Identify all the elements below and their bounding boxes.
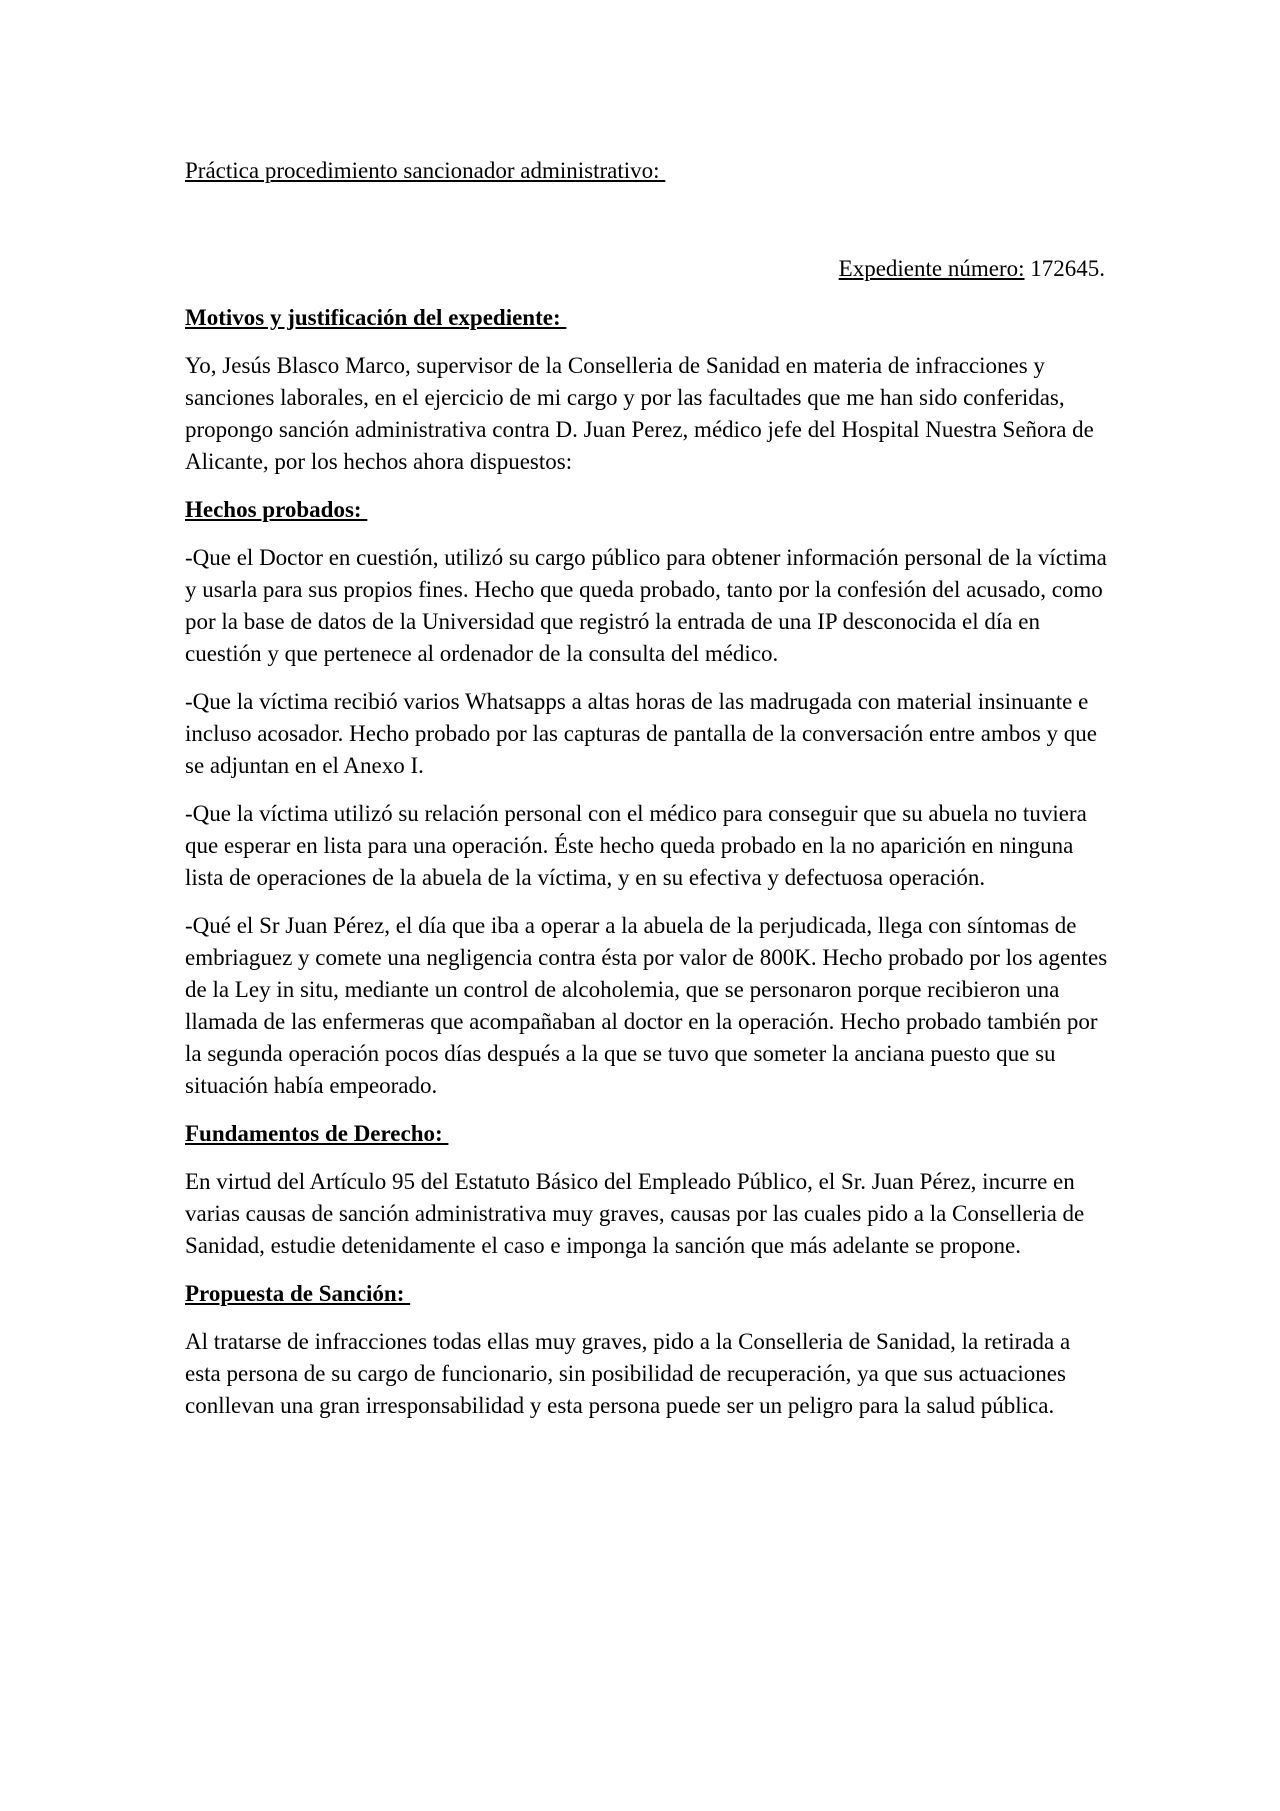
expediente-label: Expediente número:: [838, 256, 1025, 281]
section-fundamentos: [185, 1118, 1110, 1262]
section-heading: Hechos probados:: [185, 497, 368, 522]
paragraph: Yo, Jesús Blasco Marco, supervisor de la Conselleria de Sanidad en materia de infracciones y sanciones laborales, en el ejercicio de mi cargo y por las facultades que me han sido conferidas, propongo sanción administrativa contra D. Juan Perez, médico jefe del Hospital Nuestra Señora de Alicante, por los hechos ahora dispuestos:: [185, 353, 1094, 474]
paragraph: Al tratarse de infracciones todas ellas muy graves, pido a la Conselleria de Sanidad, la retirada a esta persona de su cargo de funcionario, sin posibilidad de recuperación, ya que sus actuaciones conllevan una gran irresponsabilidad y esta persona puede ser un peligro para la salud pública.: [185, 1329, 1071, 1418]
paragraph: -Qué el Sr Juan Pérez, el día que iba a operar a la abuela de la perjudicada, llega con síntomas de embriaguez y comete una negligencia contra ésta por valor de 800K. Hecho probado por los agentes de la Ley in situ, mediante un control de alcoholemia, que se personaron porque recibieron una llamada de las enfermeras que acompañaban al doctor en la operación. Hecho probado también por la segunda operación pocos días después a la que se tuvo que someter la anciana puesto que su situación había empeorado.: [185, 913, 1108, 1098]
paragraph: En virtud del Artículo 95 del Estatuto Básico del Empleado Público, el Sr. Juan Pérez, incurre en varias causas de sanción administrativa muy graves, causas por las cuales pido a la Conselleria de Sanidad, estudie detenidamente el caso e imponga la sanción que más adelante se propone.: [185, 1169, 1085, 1258]
document-title: Práctica procedimiento sancionador administrativo:: [185, 158, 666, 183]
document-body: [185, 302, 1110, 1438]
paragraph: -Que la víctima recibió varios Whatsapps a altas horas de las madrugada con material insinuante e incluso acosador. Hecho probado por las capturas de pantalla de la conversación entre ambos y que se adjuntan en el Anexo I.: [185, 689, 1098, 778]
section-heading: Fundamentos de Derecho:: [185, 1121, 449, 1146]
expediente-line: [839, 253, 1105, 285]
section-hechos-probados: [185, 494, 1110, 1102]
section-heading: Propuesta de Sanción:: [185, 1281, 411, 1306]
paragraph: -Que el Doctor en cuestión, utilizó su cargo público para obtener información personal de la víctima y usarla para sus propios fines. Hecho que queda probado, tanto por la confesión del acusado, como por la base de datos de la Universidad que registró la entrada de una IP desconocida el día en cuestión y que pertenece al ordenador de la consulta del médico.: [185, 545, 1107, 666]
section-motivos: [185, 302, 1110, 478]
section-heading: Motivos y justificación del expediente:: [185, 305, 567, 330]
section-propuesta-sancion: [185, 1278, 1110, 1422]
expediente-value: 172645.: [1024, 256, 1105, 281]
paragraph: -Que la víctima utilizó su relación personal con el médico para conseguir que su abuela no tuviera que esperar en lista para una operación. Éste hecho queda probado en la no aparición en ninguna lista de operaciones de la abuela de la víctima, y en su efectiva y defectuosa operación.: [185, 801, 1087, 890]
